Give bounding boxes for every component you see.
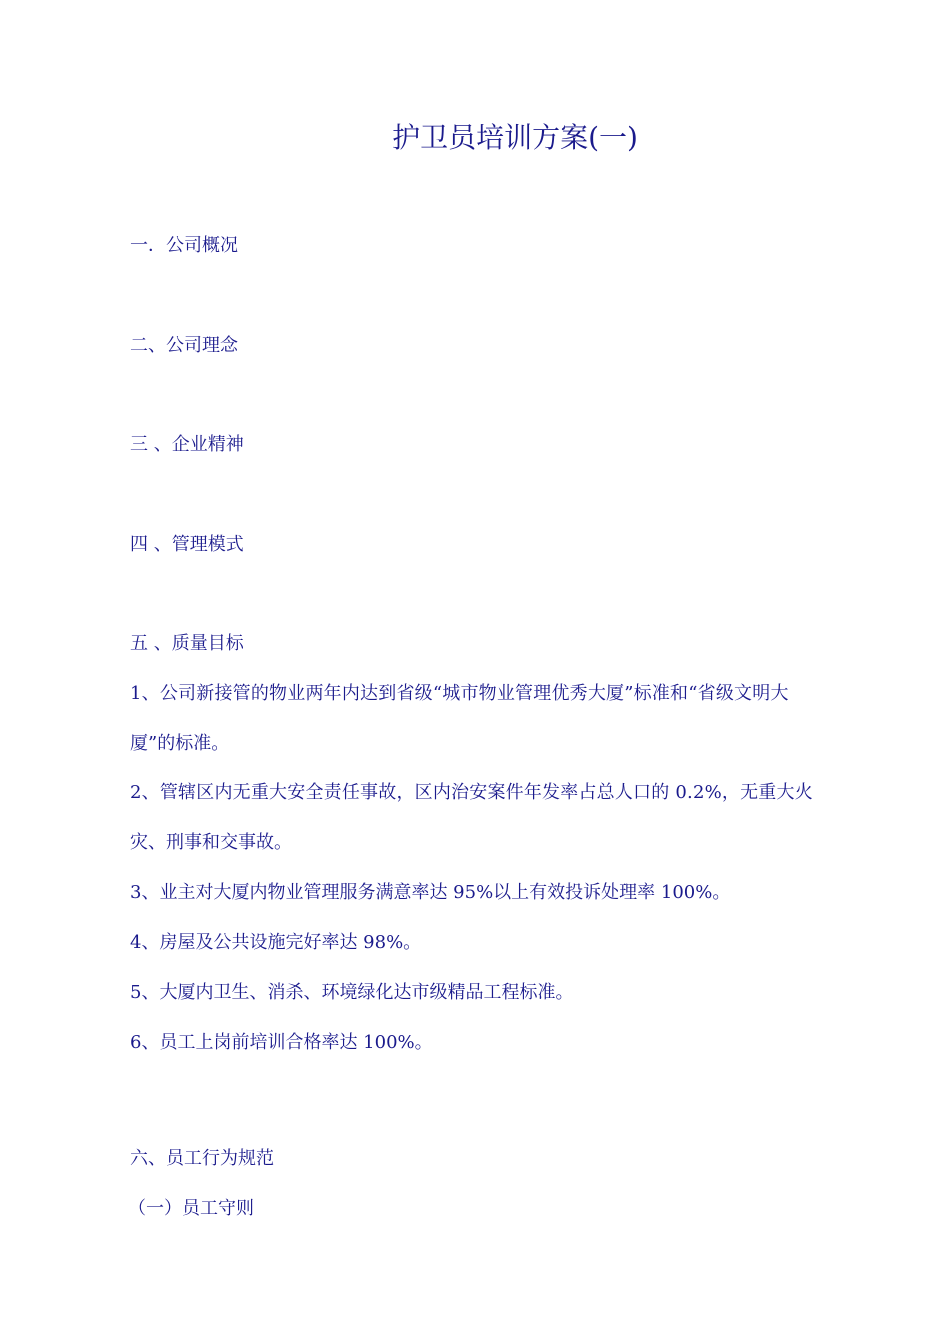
subsection-heading-staff-rules: （一）员工守则 xyxy=(128,1198,254,1219)
goal-item-3: 3、业主对大厦内物业管理服务满意率达 95%以上有效投诉处理率 100%。 xyxy=(130,882,731,903)
goal-item-1-line-1: 1、公司新接管的物业两年内达到省级“城市物业管理优秀大厦”标准和“省级文明大 xyxy=(130,683,789,704)
section-heading-staff-conduct: 六、员工行为规范 xyxy=(130,1148,274,1169)
goal-item-1-line-2: 厦”的标准。 xyxy=(130,733,230,754)
goal-item-4: 4、房屋及公共设施完好率达 98%。 xyxy=(130,932,422,953)
document-title: 护卫员培训方案(一) xyxy=(392,121,638,154)
goal-item-2-line-2: 灾、刑事和交事故。 xyxy=(130,832,292,853)
goal-item-6: 6、员工上岗前培训合格率达 100%。 xyxy=(130,1032,433,1053)
section-heading-enterprise-spirit: 三 、企业精神 xyxy=(130,434,244,455)
section-heading-management-mode: 四 、管理模式 xyxy=(130,534,244,555)
goal-item-5: 5、大厦内卫生、消杀、环境绿化达市级精品工程标准。 xyxy=(130,982,574,1003)
section-heading-company-overview: 一．公司概况 xyxy=(130,235,238,256)
goal-item-2-line-1: 2、管辖区内无重大安全责任事故，区内治安案件年发率占总人口的 0.2%，无重大火 xyxy=(130,782,813,803)
section-heading-company-philosophy: 二、公司理念 xyxy=(130,335,238,356)
section-heading-quality-goals: 五 、质量目标 xyxy=(130,633,244,654)
